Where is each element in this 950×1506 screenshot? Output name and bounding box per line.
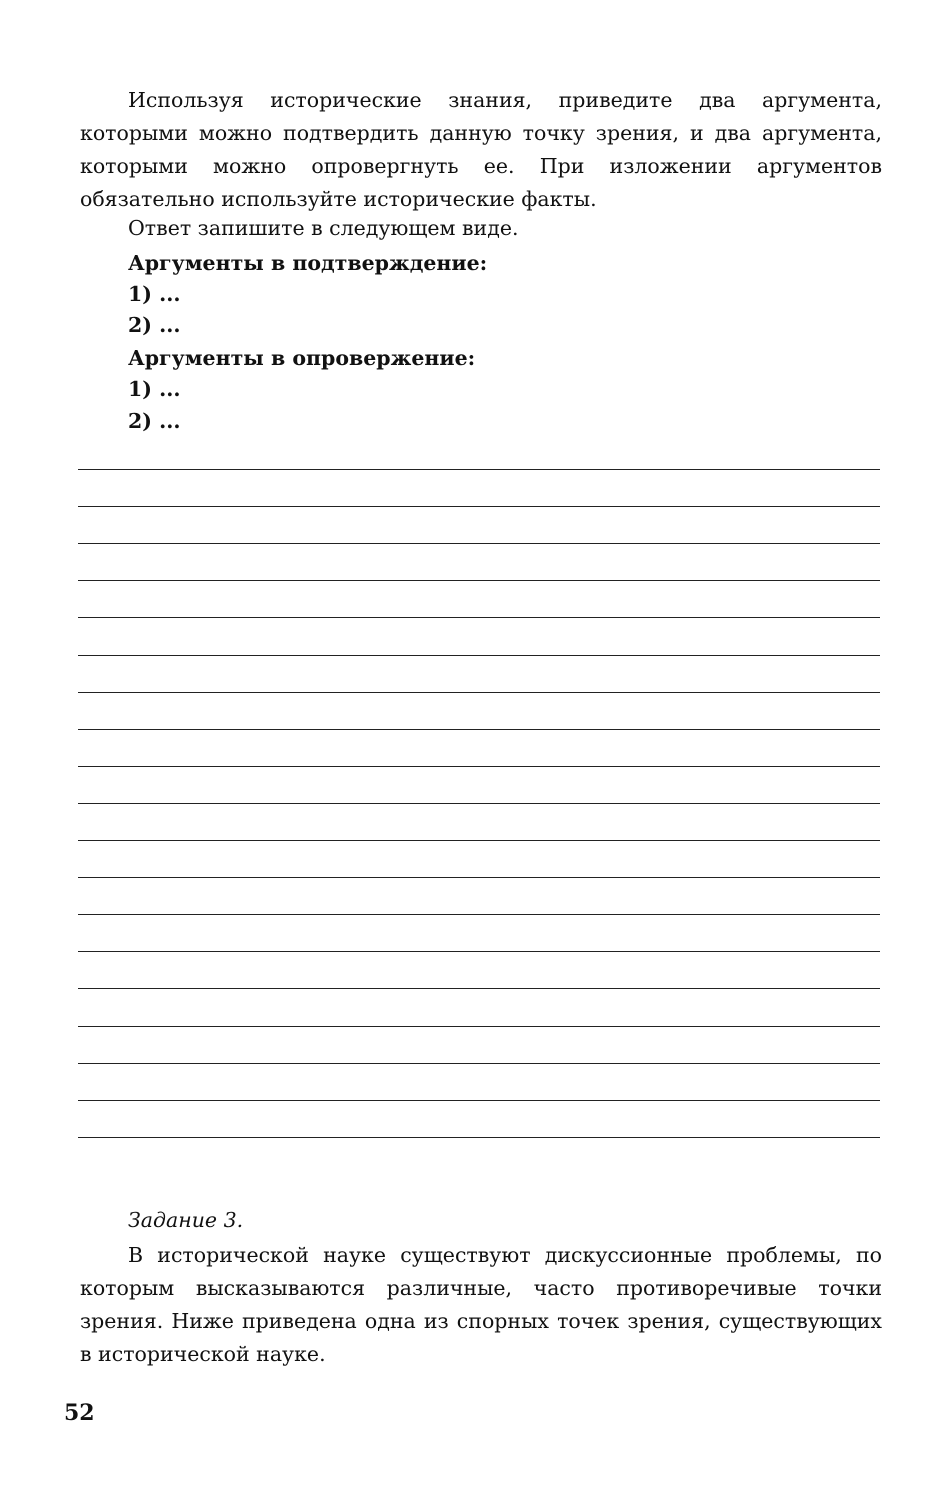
task-title: Задание 3.: [128, 1208, 244, 1232]
answer-line[interactable]: [78, 692, 880, 693]
answer-line[interactable]: [78, 543, 880, 544]
refute-item-2: 2) ...: [128, 409, 181, 433]
confirm-heading: Аргументы в подтверждение:: [128, 251, 488, 275]
refute-item-1: 1) ...: [128, 377, 181, 401]
confirm-item-2: 2) ...: [128, 313, 181, 337]
refute-heading: Аргументы в опровержение:: [128, 346, 476, 370]
answer-line[interactable]: [78, 1063, 880, 1064]
page-number: 52: [64, 1400, 95, 1426]
task-text: В исторической науке существуют дискуссионные проблемы, по которым высказываются различные, часто противоречивые точки зрения. Ниже приведена одна из спорных точек зрения, существующих в исторической науке.: [80, 1243, 882, 1366]
answer-line[interactable]: [78, 580, 880, 581]
answer-line[interactable]: [78, 766, 880, 767]
answer-line[interactable]: [78, 617, 880, 618]
answer-line[interactable]: [78, 877, 880, 878]
answer-line[interactable]: [78, 1137, 880, 1138]
answer-line[interactable]: [78, 506, 880, 507]
answer-line[interactable]: [78, 951, 880, 952]
answer-instruction: Ответ запишите в следующем виде.: [128, 216, 519, 240]
answer-line[interactable]: [78, 803, 880, 804]
answer-line[interactable]: [78, 840, 880, 841]
answer-line[interactable]: [78, 729, 880, 730]
confirm-item-1: 1) ...: [128, 282, 181, 306]
answer-line[interactable]: [78, 1026, 880, 1027]
answer-line[interactable]: [78, 469, 880, 470]
answer-line[interactable]: [78, 988, 880, 989]
answer-line[interactable]: [78, 1100, 880, 1101]
answer-line[interactable]: [78, 914, 880, 915]
intro-paragraph: Используя исторические знания, приведите два аргумента, которыми можно подтвердить данную точку зрения, и два аргумента, которыми можно опровергнуть ее. При изложении аргументов обязательно используйте исторические факты.: [80, 88, 882, 211]
answer-line[interactable]: [78, 655, 880, 656]
